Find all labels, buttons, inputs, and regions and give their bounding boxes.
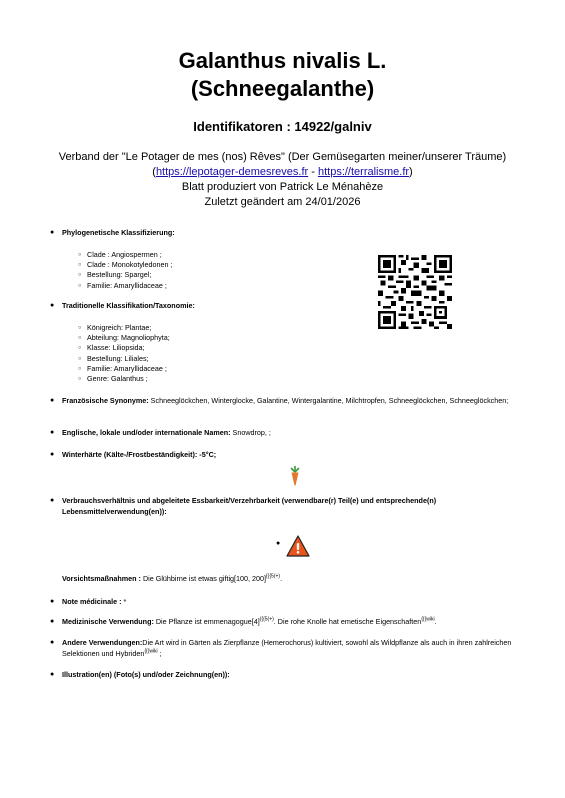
link-lepotager[interactable]: https://lepotager-demesreves.fr	[155, 166, 309, 178]
medicinal-note-label: Note médicinale :	[62, 597, 122, 606]
medical-use-label: Medizinische Verwendung:	[62, 617, 154, 626]
names-text: Snowdrop, ;	[230, 428, 271, 437]
links-close: )	[409, 166, 413, 178]
precautions-end: .	[280, 574, 283, 583]
synonyms-text: Schneeglöckchen, Winterglocke, Galantine, Wintergalantine, Milchtropfen, Schneeglöckchen, Schneeglöckchen;	[148, 396, 509, 405]
bullet-icon: ●	[50, 598, 55, 605]
trad-list	[78, 323, 170, 384]
medicinal-note-text: *	[121, 597, 127, 606]
names-label: Englische, lokale und/oder internationale Namen:	[62, 428, 231, 437]
precautions-label: Vorsichtsmaßnahmen :	[62, 574, 141, 583]
list-item: ○ Familie: Amaryllidaceae ;	[78, 364, 170, 374]
trad-section	[50, 301, 520, 312]
bullet-icon: ●	[276, 540, 281, 547]
medical-use-section	[50, 617, 520, 628]
precautions-section	[50, 574, 520, 585]
bullet-icon: ●	[50, 451, 55, 458]
links-open: (	[152, 166, 156, 178]
last-modified: Zuletzt geändert am 24/01/2026	[204, 196, 361, 208]
other-uses-ref: {{{wiki	[144, 648, 158, 655]
precautions-ref: {{{5(+)	[266, 573, 281, 580]
list-item: ○ Bestellung: Spargel;	[78, 270, 173, 280]
synonyms-label: Französische Synonyme:	[62, 396, 149, 405]
bullet-icon: ●	[50, 671, 55, 678]
illustrations-section	[50, 670, 520, 681]
warning-triangle-icon	[286, 535, 310, 557]
list-item: ○ Klasse: Liliopsida;	[78, 343, 170, 353]
list-item: ○ Königreich: Plantae;	[78, 323, 170, 333]
link-terralisme[interactable]: https://terralisme.fr	[317, 166, 410, 178]
bullet-icon: ●	[50, 497, 55, 504]
bullet-icon: ●	[50, 639, 55, 646]
names-section	[50, 428, 520, 439]
produced-by: Blatt produziert von Patrick Le Ménahèze	[181, 181, 384, 193]
page-title	[0, 47, 565, 103]
hardiness-label: Winterhärte (Kälte-/Frostbeständigkeit): -5°C;	[62, 450, 217, 459]
bullet-icon: ●	[50, 229, 55, 236]
usage-section	[50, 496, 520, 517]
usage-label: Verbrauchsverhältnis und abgeleitete Essbarkeit/Verzehrbarkeit (verwendbare(r) Teil(e) und entsprechende(n) Lebensmittelverwendung(en)):	[62, 496, 437, 516]
hardiness-section	[50, 450, 520, 461]
medical-use-text-2: . Die rohe Knolle hat emetische Eigenschaften	[273, 617, 422, 626]
identifiers: Identifikatoren : 14922/galniv	[193, 119, 372, 134]
title-line-1: Galanthus nivalis L.	[178, 48, 387, 73]
medicinal-note-section	[50, 597, 520, 608]
association-line: Verband der "Le Potager de mes (nos) Rêves" (Der Gemüsegarten meiner/unserer Träume)	[58, 151, 507, 163]
list-item: ○ Abteilung: Magnoliophyta;	[78, 333, 170, 343]
trad-heading: Traditionelle Klassifikation/Taxonomie:	[62, 301, 195, 310]
links-separator: -	[308, 166, 318, 178]
synonyms-section	[50, 396, 520, 407]
medical-use-end: .	[434, 617, 437, 626]
medical-use-ref-2: {{{wiki	[421, 616, 435, 623]
list-item: ○ Familie: Amaryllidaceae ;	[78, 281, 173, 291]
other-uses-end: ;	[157, 648, 162, 658]
list-item: ○ Clade : Angiospermen ;	[78, 250, 173, 260]
qr-code-icon[interactable]	[378, 255, 452, 329]
list-item: ○ Clade : Monokotyledonen ;	[78, 260, 173, 270]
precautions-text: Die Glühbirne ist etwas giftig[100, 200]	[140, 574, 267, 583]
phylo-list	[78, 250, 173, 291]
illustrations-label: Illustration(en) (Foto(s) und/oder Zeichnung(en)):	[62, 670, 230, 679]
bullet-icon: ●	[50, 618, 55, 625]
other-uses-label: Andere Verwendungen:	[62, 638, 143, 647]
medical-use-ref-1: {{{5(+)	[259, 616, 274, 623]
bullet-icon: ●	[50, 397, 55, 404]
other-uses-section	[50, 638, 520, 659]
list-item: ○ Bestellung: Liliales;	[78, 354, 170, 364]
list-item: ○ Genre: Galanthus ;	[78, 374, 170, 384]
bullet-icon: ●	[50, 302, 55, 309]
medical-use-text: Die Pflanze ist emmenagogue[4]	[153, 617, 260, 626]
phylo-section	[50, 228, 520, 239]
phylo-heading: Phylogenetische Klassifizierung:	[62, 228, 175, 237]
other-uses-text: Die Art wird in Gärten als Zierpflanze (Hemerochorus) kultiviert, sowohl als Wildpflanze als auch in ihren zahlreichen Selektionen und Hybriden	[62, 638, 512, 658]
links-line	[0, 165, 565, 180]
carrot-icon	[288, 466, 302, 486]
bullet-icon: ●	[50, 429, 55, 436]
title-line-2: (Schneegalanthe)	[190, 76, 375, 101]
